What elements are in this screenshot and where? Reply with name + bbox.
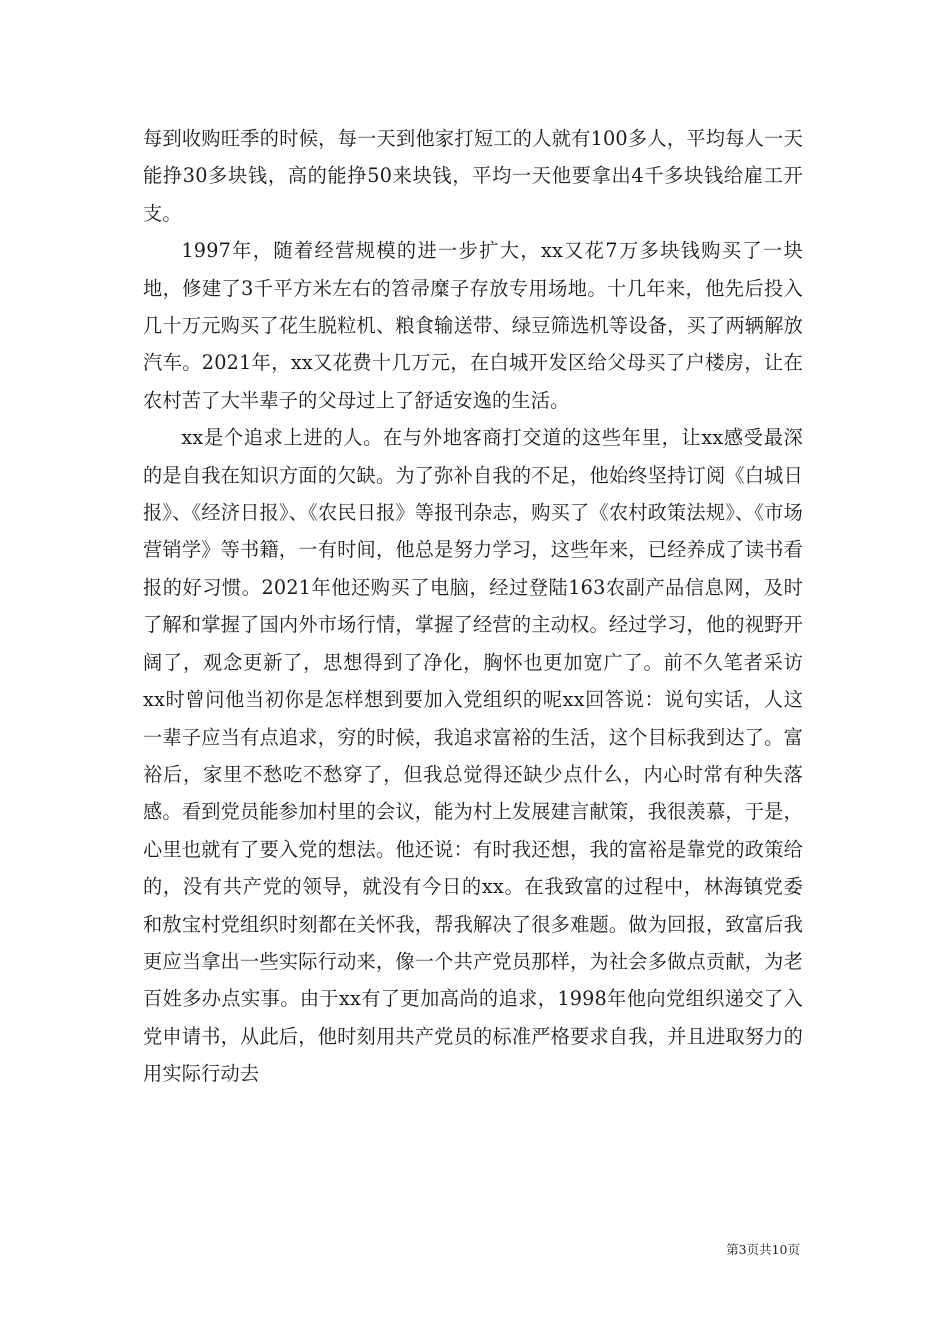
body-text (143, 120, 803, 1093)
paragraph-1997: 1997年，随着经营规模的进一步扩大，xx又花7万多块钱购买了一块地，修建了3千平方米左右的笤帚糜子存放专用场地。十几年来，他先后投入几十万元购买了花生脱粒机、粮食输送带、绿豆筛选机等设备，买了两辆解放汽车。2021年，xx又花费十几万元，在白城开发区给父母买了户楼房，让在农村苦了大半辈子的父母过上了舒适安逸的生活。 (143, 239, 803, 412)
paragraph-pursuit: xx是个追求上进的人。在与外地客商打交道的这些年里，让xx感受最深的是自我在知识方面的欠缺。为了弥补自我的不足，他始终坚持订阅《白城日报》、《经济日报》、《农民日报》等报刊杂志，购买了《农村政策法规》、《市场营销学》等书籍，一有时间，他总是努力学习，这些年来，已经养成了读书看报的好习惯。2021年他还购买了电脑，经过登陆163农副产品信息网，及时了解和掌握了国内外市场行情，掌握了经营的主动权。经过学习，他的视野开阔了，观念更新了，思想得到了净化，胸怀也更加宽广了。前不久笔者采访xx时曾问他当初你是怎样想到要加入党组织的呢xx回答说：说句实话，人这一辈子应当有点追求，穷的时候，我追求富裕的生活，这个目标我到达了。富裕后，家里不愁吃不愁穿了，但我总觉得还缺少点什么，内心时常有种失落感。看到党员能参加村里的会议，能为村上发展建言献策，我很羡慕，于是，心里也就有了要入党的想法。他还说：有时我还想，我的富裕是靠党的政策给的，没有共产党的领导，就没有今日的xx。在我致富的过程中，林海镇党委和敖宝村党组织时刻都在关怀我，帮我解决了很多难题。做为回报，致富后我更应当拿出一些实际行动来，像一个共产党员那样，为社会多做点贡献，为老百姓多办点实事。由于xx有了更加高尚的追求，1998年他向党组织递交了入党申请书，从此后，他时刻用共产党员的标准严格要求自我，并且进取努力的用实际行动去 (143, 426, 803, 1086)
page-number: 第3页共10页 (726, 1242, 800, 1257)
paragraph-continuation: 每到收购旺季的时候，每一天到他家打短工的人就有100多人，平均每人一天能挣30多块钱，高的能挣50来块钱，平均一天他要拿出4千多块钱给雇工开支。 (143, 127, 803, 225)
